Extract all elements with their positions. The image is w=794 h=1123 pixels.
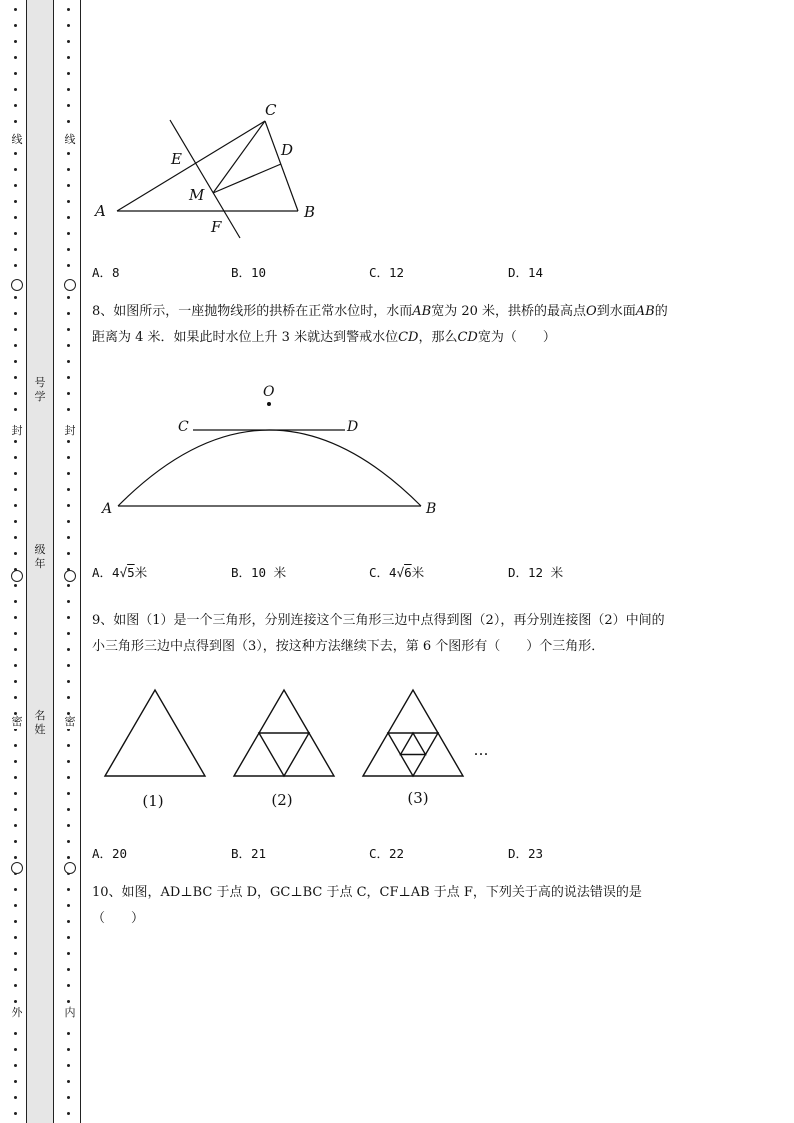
cut-line-dot bbox=[67, 520, 70, 523]
q7-option-b[interactable]: B．10 bbox=[231, 265, 267, 280]
cut-line-dot bbox=[14, 856, 17, 859]
cut-line-dot bbox=[14, 904, 17, 907]
q7-option-a[interactable]: A．8 bbox=[92, 265, 120, 280]
q8-text bbox=[92, 299, 752, 351]
segment-cb bbox=[265, 121, 298, 211]
cut-line-dot bbox=[67, 504, 70, 507]
q7-option-c[interactable]: C．12 bbox=[369, 265, 405, 280]
cut-line-dot bbox=[14, 296, 17, 299]
q9-text bbox=[92, 608, 752, 660]
cut-line-dot bbox=[14, 152, 17, 155]
cut-line-dot bbox=[14, 488, 17, 491]
label-a: A bbox=[95, 202, 106, 220]
cut-line-dot bbox=[67, 328, 70, 331]
cut-line-dot bbox=[14, 824, 17, 827]
cut-line-dot bbox=[67, 344, 70, 347]
label-m: M bbox=[189, 186, 205, 204]
cut-line-dot bbox=[14, 1032, 17, 1035]
cut-line-dot bbox=[67, 584, 70, 587]
inner-label-nei: 内 bbox=[64, 1006, 76, 1019]
cut-line-dot bbox=[14, 584, 17, 587]
cut-line-dot bbox=[14, 376, 17, 379]
cut-line-dot bbox=[14, 1000, 17, 1003]
cut-line-dot bbox=[14, 792, 17, 795]
cut-line-dot bbox=[14, 264, 17, 267]
cut-line-dot bbox=[67, 264, 70, 267]
cut-line-dot bbox=[67, 696, 70, 699]
cut-line-dot bbox=[67, 1048, 70, 1051]
outer-label-wai: 外 bbox=[11, 1006, 23, 1019]
cut-line-dot bbox=[67, 1032, 70, 1035]
cut-circle-mark bbox=[64, 570, 76, 582]
cut-line-dot bbox=[67, 8, 70, 11]
cut-line-dot bbox=[67, 296, 70, 299]
cut-line-dot bbox=[67, 776, 70, 779]
cut-line-dot bbox=[14, 120, 17, 123]
cut-line-dot bbox=[14, 840, 17, 843]
cut-line-dot bbox=[14, 968, 17, 971]
cut-line-dot bbox=[14, 744, 17, 747]
cut-line-dot bbox=[14, 440, 17, 443]
label-f: F bbox=[211, 218, 222, 236]
cut-line-dot bbox=[14, 808, 17, 811]
q10-line-2: （ ） bbox=[92, 911, 145, 926]
cut-line-dot bbox=[67, 200, 70, 203]
cut-line-dot bbox=[14, 648, 17, 651]
cut-line-dot bbox=[14, 328, 17, 331]
label-a: A bbox=[102, 501, 113, 517]
q8-line-1: 8、如图所示，一座抛物线形的拱桥在正常水位时，水而AB宽为 20 米，拱桥的最高点O到水面AB的 bbox=[92, 304, 668, 319]
cut-line-dot bbox=[67, 600, 70, 603]
cut-line-dot bbox=[67, 952, 70, 955]
cut-line-dot bbox=[14, 536, 17, 539]
label-o: O bbox=[263, 384, 275, 400]
triangle-figure-3-inner bbox=[401, 733, 426, 755]
cut-line-dot bbox=[67, 312, 70, 315]
cut-line-dot bbox=[67, 88, 70, 91]
cut-line-dot bbox=[67, 968, 70, 971]
cut-line-dot bbox=[67, 72, 70, 75]
cut-line-dot bbox=[67, 920, 70, 923]
cut-line-dot bbox=[14, 1080, 17, 1083]
binding-margin bbox=[0, 0, 82, 1123]
cut-line-dot bbox=[14, 552, 17, 555]
cut-line-dot bbox=[67, 456, 70, 459]
q8-line-2: 距离为 4 米．如果此时水位上升 3 米就达到警戒水位CD，那么CD宽为（ ） bbox=[92, 330, 556, 345]
cut-line-dot bbox=[67, 840, 70, 843]
cut-line-dot bbox=[67, 936, 70, 939]
caption-3: (3) bbox=[407, 789, 429, 807]
cut-line-dot bbox=[14, 360, 17, 363]
outer-label-mi: 密 bbox=[11, 715, 23, 728]
field-name: 名姓 bbox=[34, 709, 46, 736]
cut-line-dot bbox=[14, 664, 17, 667]
cut-line-dot bbox=[67, 40, 70, 43]
inner-label-xian: 线 bbox=[64, 133, 76, 146]
cut-line-dot bbox=[14, 1112, 17, 1115]
cut-line-dot bbox=[14, 936, 17, 939]
cut-line-dot bbox=[67, 440, 70, 443]
cut-line-dot bbox=[67, 1064, 70, 1067]
q8-parabola-figure bbox=[95, 380, 445, 520]
q9-triangles-figure bbox=[100, 685, 520, 815]
cut-line-dot bbox=[67, 760, 70, 763]
outer-label-feng: 封 bbox=[11, 424, 23, 437]
cut-line-dot bbox=[67, 904, 70, 907]
label-d: D bbox=[281, 141, 294, 159]
binding-line-mid bbox=[53, 0, 54, 1123]
cut-line-dot bbox=[14, 216, 17, 219]
cut-line-dot bbox=[67, 632, 70, 635]
cut-line-dot bbox=[14, 392, 17, 395]
cut-line-dot bbox=[67, 1000, 70, 1003]
cut-line-dot bbox=[14, 312, 17, 315]
cut-line-dot bbox=[14, 40, 17, 43]
cut-line-dot bbox=[67, 216, 70, 219]
q9-option-a[interactable]: A．20 bbox=[92, 846, 128, 861]
vertex-point-o bbox=[267, 402, 271, 406]
cut-line-dot bbox=[14, 632, 17, 635]
cut-line-dot bbox=[67, 536, 70, 539]
cut-line-dot bbox=[14, 920, 17, 923]
cut-line-dot bbox=[14, 200, 17, 203]
cut-line-dot bbox=[14, 520, 17, 523]
cut-line-dot bbox=[67, 744, 70, 747]
cut-line-dot bbox=[67, 232, 70, 235]
q8-option-d[interactable]: D．12 米 bbox=[508, 565, 564, 580]
binding-line-left bbox=[26, 0, 27, 1123]
cut-line-dot bbox=[14, 456, 17, 459]
cut-line-dot bbox=[67, 184, 70, 187]
q9-option-c[interactable]: C．22 bbox=[369, 846, 405, 861]
cut-line-dot bbox=[67, 408, 70, 411]
cut-circle-mark bbox=[11, 570, 23, 582]
cut-line-dot bbox=[14, 72, 17, 75]
cut-line-dot bbox=[14, 88, 17, 91]
cut-line-dot bbox=[67, 984, 70, 987]
field-grade: 级年 bbox=[34, 543, 46, 570]
cut-line-dot bbox=[67, 248, 70, 251]
cut-line-dot bbox=[67, 648, 70, 651]
label-b: B bbox=[426, 501, 437, 517]
q7-option-d[interactable]: D．14 bbox=[508, 265, 544, 280]
q9-line-1: 9、如图（1）是一个三角形，分别连接这个三角形三边中点得到图（2），再分别连接图（2）中间的 bbox=[92, 613, 665, 628]
arch-parabola bbox=[118, 430, 421, 506]
q7-triangle-figure bbox=[92, 95, 342, 245]
cut-line-dot bbox=[67, 680, 70, 683]
cut-line-dot bbox=[67, 488, 70, 491]
cut-circle-mark bbox=[64, 279, 76, 291]
label-c: C bbox=[178, 419, 189, 435]
cut-line-dot bbox=[67, 104, 70, 107]
triangle-figure-2-inner bbox=[259, 733, 309, 776]
cut-line-dot bbox=[14, 24, 17, 27]
cut-line-dot bbox=[67, 376, 70, 379]
cut-line-dot bbox=[67, 472, 70, 475]
cut-line-dot bbox=[67, 24, 70, 27]
cut-line-dot bbox=[14, 504, 17, 507]
cut-line-dot bbox=[67, 152, 70, 155]
q8-option-a[interactable]: A．4√5米 bbox=[92, 565, 148, 580]
q9-line-2: 小三角形三边中点得到图（3），按这种方法继续下去，第 6 个图形有（ ）个三角形． bbox=[92, 639, 605, 654]
inner-label-mi: 密 bbox=[64, 715, 76, 728]
ellipsis: … bbox=[473, 741, 489, 759]
label-e: E bbox=[171, 150, 182, 168]
cut-line-dot bbox=[67, 664, 70, 667]
cut-line-dot bbox=[14, 56, 17, 59]
cut-line-dot bbox=[67, 808, 70, 811]
cut-line-dot bbox=[67, 824, 70, 827]
cut-line-dot bbox=[14, 760, 17, 763]
cut-line-dot bbox=[67, 1112, 70, 1115]
cut-line-dot bbox=[14, 232, 17, 235]
binding-line-right bbox=[80, 0, 81, 1123]
triangle-figure-1 bbox=[105, 690, 205, 776]
cut-line-dot bbox=[14, 1048, 17, 1051]
q9-option-d[interactable]: D．23 bbox=[508, 846, 544, 861]
cut-line-dot bbox=[67, 1080, 70, 1083]
cut-line-dot bbox=[14, 696, 17, 699]
q9-option-b[interactable]: B．21 bbox=[231, 846, 267, 861]
cut-line-dot bbox=[14, 680, 17, 683]
outer-label-xian: 线 bbox=[11, 133, 23, 146]
caption-2: (2) bbox=[271, 791, 293, 809]
cut-line-dot bbox=[67, 616, 70, 619]
cut-line-dot bbox=[67, 392, 70, 395]
cut-line-dot bbox=[14, 616, 17, 619]
cut-line-dot bbox=[14, 888, 17, 891]
caption-1: (1) bbox=[142, 792, 164, 810]
cut-circle-mark bbox=[11, 862, 23, 874]
cut-line-dot bbox=[67, 552, 70, 555]
q8-option-b[interactable]: B．10 米 bbox=[231, 565, 287, 580]
outer-dotted-cut-line bbox=[10, 0, 22, 1123]
label-b: B bbox=[304, 203, 316, 221]
cut-line-dot bbox=[67, 792, 70, 795]
cut-line-dot bbox=[67, 56, 70, 59]
cut-circle-mark bbox=[11, 279, 23, 291]
inner-dotted-cut-line bbox=[63, 0, 75, 1123]
cut-line-dot bbox=[14, 1096, 17, 1099]
cut-line-dot bbox=[14, 600, 17, 603]
cut-line-dot bbox=[14, 472, 17, 475]
cut-line-dot bbox=[67, 888, 70, 891]
cut-line-dot bbox=[67, 120, 70, 123]
q8-option-c[interactable]: C．4√6米 bbox=[369, 565, 425, 580]
cut-line-dot bbox=[14, 168, 17, 171]
cut-line-dot bbox=[67, 1096, 70, 1099]
cut-line-dot bbox=[14, 776, 17, 779]
cut-line-dot bbox=[14, 1064, 17, 1067]
cut-line-dot bbox=[14, 248, 17, 251]
q10-line-1: 10、如图，AD⊥BC 于点 D，GC⊥BC 于点 C，CF⊥AB 于点 F，下列关于高的说法错误的是 bbox=[92, 885, 642, 900]
cut-line-dot bbox=[14, 344, 17, 347]
cut-line-dot bbox=[67, 360, 70, 363]
cut-line-dot bbox=[14, 184, 17, 187]
q10-text bbox=[92, 880, 752, 932]
line-ef bbox=[170, 120, 240, 238]
cut-line-dot bbox=[67, 856, 70, 859]
cut-circle-mark bbox=[64, 862, 76, 874]
field-student-number: 号学 bbox=[34, 376, 46, 403]
cut-line-dot bbox=[14, 8, 17, 11]
inner-label-feng: 封 bbox=[64, 424, 76, 437]
cut-line-dot bbox=[67, 168, 70, 171]
label-c: C bbox=[265, 101, 277, 119]
label-d: D bbox=[347, 419, 359, 435]
cut-line-dot bbox=[14, 104, 17, 107]
cut-line-dot bbox=[14, 952, 17, 955]
cut-line-dot bbox=[14, 408, 17, 411]
cut-line-dot bbox=[14, 984, 17, 987]
